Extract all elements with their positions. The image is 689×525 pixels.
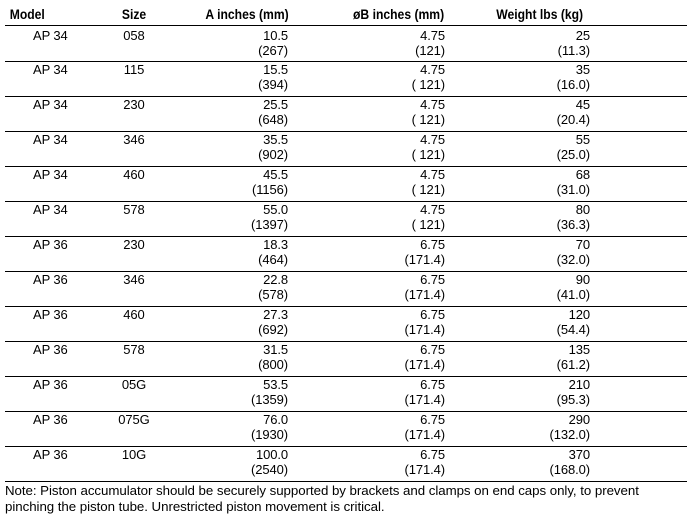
cell-a-dimension xyxy=(169,377,295,412)
cell-model: AP 34 xyxy=(5,97,99,132)
cell-weight xyxy=(452,167,590,202)
a-inches: 31.5 xyxy=(263,342,288,357)
cell-model: AP 36 xyxy=(5,447,99,482)
header-spacer xyxy=(595,4,682,26)
cell-a-dimension xyxy=(169,132,295,167)
a-mm: (267) xyxy=(258,43,288,58)
table-row xyxy=(5,377,687,412)
header-b-diameter: øB inches (mm) xyxy=(303,4,444,26)
cell-a-dimension xyxy=(169,237,295,272)
cell-a-dimension xyxy=(169,272,295,307)
b-mm: (171.4) xyxy=(404,252,445,267)
b-inches: 4.75 xyxy=(420,202,445,217)
cell-a-dimension xyxy=(169,62,295,97)
cell-model: AP 36 xyxy=(5,307,99,342)
table-row xyxy=(5,272,687,307)
weight-lbs: 290 xyxy=(568,412,590,427)
cell-weight xyxy=(452,412,590,447)
table-row xyxy=(5,132,687,167)
cell-b-diameter xyxy=(295,62,452,97)
cell-model: AP 36 xyxy=(5,237,99,272)
weight-kg: (16.0) xyxy=(556,77,590,92)
cell-size: 460 xyxy=(99,167,169,202)
cell-size: 578 xyxy=(99,342,169,377)
cell-weight xyxy=(452,62,590,97)
cell-b-diameter xyxy=(295,377,452,412)
support-note: Note: Piston accumulator should be securely supported by brackets and clamps on end caps only, to prevent pinching the piston tube. Unrestricted piston movement is critical. xyxy=(5,483,639,514)
cell-size: 460 xyxy=(99,307,169,342)
header-weight: Weight lbs (kg) xyxy=(459,4,583,26)
b-inches: 6.75 xyxy=(420,412,445,427)
b-mm: (171.4) xyxy=(404,322,445,337)
b-mm: (171.4) xyxy=(404,287,445,302)
cell-a-dimension xyxy=(169,97,295,132)
cell-a-dimension xyxy=(169,307,295,342)
b-mm: ( 121) xyxy=(411,77,445,92)
weight-lbs: 370 xyxy=(568,447,590,462)
a-inches: 15.5 xyxy=(263,62,288,77)
cell-weight xyxy=(452,272,590,307)
cell-size: 058 xyxy=(99,26,169,62)
cell-spacer xyxy=(590,62,687,97)
table-header-row xyxy=(5,4,687,26)
header-model: Model xyxy=(10,4,95,26)
weight-kg: (20.4) xyxy=(556,112,590,127)
b-inches: 6.75 xyxy=(420,377,445,392)
cell-model: AP 36 xyxy=(5,377,99,412)
cell-spacer xyxy=(590,447,687,482)
a-inches: 55.0 xyxy=(263,202,288,217)
cell-spacer xyxy=(590,412,687,447)
weight-lbs: 68 xyxy=(575,167,590,182)
b-inches: 6.75 xyxy=(420,342,445,357)
b-mm: (171.4) xyxy=(404,357,445,372)
cell-a-dimension xyxy=(169,342,295,377)
a-mm: (1397) xyxy=(251,217,288,232)
header-size: Size xyxy=(103,4,166,26)
table-row xyxy=(5,167,687,202)
weight-kg: (11.3) xyxy=(557,43,590,58)
weight-kg: (95.3) xyxy=(556,392,590,407)
b-mm: ( 121) xyxy=(411,217,445,232)
a-mm: (648) xyxy=(258,112,288,127)
weight-lbs: 25 xyxy=(575,28,590,43)
a-inches: 100.0 xyxy=(255,447,288,462)
b-mm: (171.4) xyxy=(404,462,445,477)
weight-lbs: 135 xyxy=(568,342,590,357)
a-inches: 18.3 xyxy=(263,237,288,252)
b-inches: 6.75 xyxy=(420,272,445,287)
cell-b-diameter xyxy=(295,342,452,377)
weight-kg: (36.3) xyxy=(556,217,590,232)
weight-kg: (168.0) xyxy=(549,462,590,477)
b-inches: 6.75 xyxy=(420,307,445,322)
b-mm: ( 121) xyxy=(411,147,445,162)
cell-weight xyxy=(452,202,590,237)
cell-weight xyxy=(452,307,590,342)
weight-lbs: 90 xyxy=(575,272,590,287)
cell-spacer xyxy=(590,377,687,412)
weight-kg: (54.4) xyxy=(556,322,590,337)
b-inches: 4.75 xyxy=(420,167,445,182)
cell-size: 05G xyxy=(99,377,169,412)
header-a-dimension: A inches (mm) xyxy=(175,4,288,26)
cell-weight xyxy=(452,97,590,132)
cell-spacer xyxy=(590,132,687,167)
cell-size: 115 xyxy=(99,62,169,97)
cell-size: 578 xyxy=(99,202,169,237)
cell-size: 230 xyxy=(99,237,169,272)
b-inches: 4.75 xyxy=(420,28,445,43)
cell-spacer xyxy=(590,167,687,202)
a-inches: 27.3 xyxy=(263,307,288,322)
cell-size: 230 xyxy=(99,97,169,132)
cell-size: 075G xyxy=(99,412,169,447)
cell-model: AP 36 xyxy=(5,412,99,447)
table-row xyxy=(5,62,687,97)
a-mm: (1359) xyxy=(251,392,288,407)
weight-lbs: 80 xyxy=(575,202,590,217)
a-mm: (1156) xyxy=(251,182,288,197)
cell-spacer xyxy=(590,342,687,377)
cell-b-diameter xyxy=(295,132,452,167)
a-inches: 76.0 xyxy=(263,412,288,427)
cell-spacer xyxy=(590,237,687,272)
b-mm: ( 121) xyxy=(411,182,445,197)
weight-lbs: 45 xyxy=(575,97,590,112)
a-inches: 25.5 xyxy=(263,97,288,112)
cell-spacer xyxy=(590,26,687,62)
accumulator-spec-table xyxy=(5,4,687,482)
weight-lbs: 55 xyxy=(575,132,590,147)
a-mm: (394) xyxy=(258,77,288,92)
table-row xyxy=(5,342,687,377)
weight-kg: (41.0) xyxy=(556,287,590,302)
cell-model: AP 34 xyxy=(5,167,99,202)
b-mm: (171.4) xyxy=(404,392,445,407)
table-row xyxy=(5,412,687,447)
cell-size: 10G xyxy=(99,447,169,482)
b-inches: 6.75 xyxy=(420,447,445,462)
weight-lbs: 210 xyxy=(568,377,590,392)
a-mm: (800) xyxy=(258,357,288,372)
cell-model: AP 36 xyxy=(5,342,99,377)
cell-model: AP 34 xyxy=(5,26,99,62)
b-mm: (171.4) xyxy=(404,427,445,442)
a-mm: (2540) xyxy=(251,462,288,477)
cell-a-dimension xyxy=(169,167,295,202)
cell-weight xyxy=(452,132,590,167)
table-row xyxy=(5,447,687,482)
cell-b-diameter xyxy=(295,97,452,132)
table-row xyxy=(5,237,687,272)
cell-b-diameter xyxy=(295,272,452,307)
cell-size: 346 xyxy=(99,132,169,167)
a-inches: 10.5 xyxy=(263,28,288,43)
a-mm: (464) xyxy=(258,252,288,267)
cell-spacer xyxy=(590,97,687,132)
a-inches: 45.5 xyxy=(263,167,288,182)
weight-lbs: 120 xyxy=(568,307,590,322)
a-mm: (902) xyxy=(258,147,288,162)
cell-a-dimension xyxy=(169,26,295,62)
b-inches: 6.75 xyxy=(420,237,445,252)
cell-b-diameter xyxy=(295,26,452,62)
b-inches: 4.75 xyxy=(420,132,445,147)
a-mm: (578) xyxy=(258,287,288,302)
table-row xyxy=(5,97,687,132)
cell-spacer xyxy=(590,307,687,342)
cell-weight xyxy=(452,26,590,62)
cell-weight xyxy=(452,342,590,377)
cell-b-diameter xyxy=(295,447,452,482)
table-row xyxy=(5,202,687,237)
weight-kg: (31.0) xyxy=(556,182,590,197)
cell-b-diameter xyxy=(295,307,452,342)
weight-kg: (132.0) xyxy=(549,427,590,442)
cell-b-diameter xyxy=(295,167,452,202)
cell-a-dimension xyxy=(169,447,295,482)
a-mm: (1930) xyxy=(251,427,288,442)
cell-b-diameter xyxy=(295,202,452,237)
weight-lbs: 70 xyxy=(575,237,590,252)
weight-kg: (25.0) xyxy=(556,147,590,162)
cell-weight xyxy=(452,377,590,412)
table-row xyxy=(5,26,687,62)
a-inches: 53.5 xyxy=(263,377,288,392)
cell-b-diameter xyxy=(295,237,452,272)
cell-model: AP 34 xyxy=(5,132,99,167)
a-inches: 35.5 xyxy=(263,132,288,147)
b-mm: (121) xyxy=(415,43,445,58)
cell-model: AP 34 xyxy=(5,202,99,237)
b-mm: ( 121) xyxy=(411,112,445,127)
cell-model: AP 34 xyxy=(5,62,99,97)
cell-weight xyxy=(452,447,590,482)
cell-model: AP 36 xyxy=(5,272,99,307)
cell-weight xyxy=(452,237,590,272)
cell-a-dimension xyxy=(169,412,295,447)
table-row xyxy=(5,307,687,342)
cell-b-diameter xyxy=(295,412,452,447)
weight-lbs: 35 xyxy=(575,62,590,77)
weight-kg: (32.0) xyxy=(556,252,590,267)
cell-spacer xyxy=(590,272,687,307)
a-mm: (692) xyxy=(258,322,288,337)
cell-spacer xyxy=(590,202,687,237)
cell-a-dimension xyxy=(169,202,295,237)
b-inches: 4.75 xyxy=(420,62,445,77)
a-inches: 22.8 xyxy=(263,272,288,287)
weight-kg: (61.2) xyxy=(556,357,590,372)
b-inches: 4.75 xyxy=(420,97,445,112)
cell-size: 346 xyxy=(99,272,169,307)
